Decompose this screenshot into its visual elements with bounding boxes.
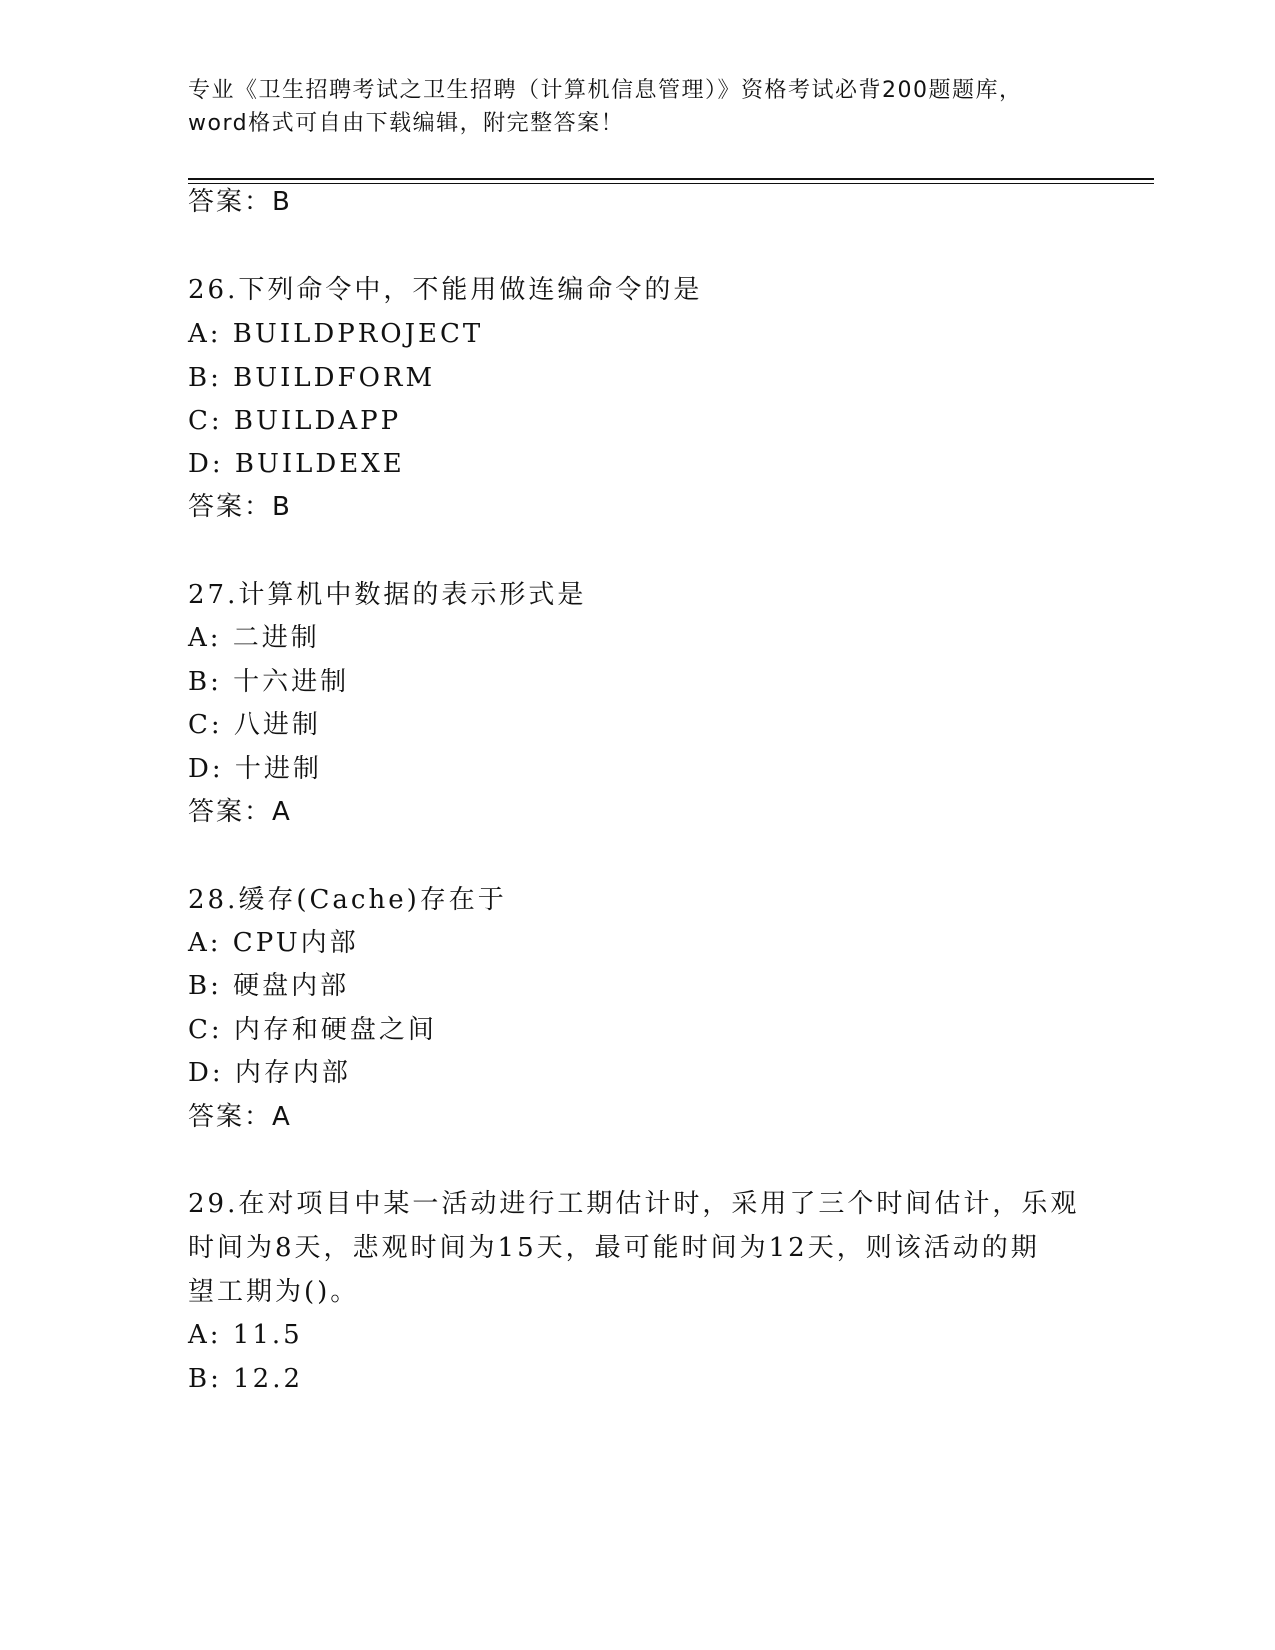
question-26-option-a: A: BUILDPROJECT <box>188 319 484 349</box>
answer-q25: 答案：B <box>188 187 292 217</box>
question-29-stem-line-2: 时间为8天，悲观时间为15天，最可能时间为12天，则该活动的期 <box>188 1233 1040 1263</box>
question-26-option-b: B: BUILDFORM <box>188 363 436 393</box>
question-26-option-d: D: BUILDEXE <box>188 449 405 479</box>
question-29-option-a: A: 11.5 <box>188 1320 303 1350</box>
question-28-answer: 答案：A <box>188 1102 292 1132</box>
header-divider-thick <box>188 178 1154 180</box>
question-27-stem: 27.计算机中数据的表示形式是 <box>188 580 587 610</box>
question-29-stem-line-1: 29.在对项目中某一活动进行工期估计时，采用了三个时间估计，乐观 <box>188 1189 1080 1219</box>
question-26-option-c: C: BUILDAPP <box>188 406 402 436</box>
question-27-option-d: D: 十进制 <box>188 754 322 784</box>
header-line-2: word格式可自由下载编辑，附完整答案！ <box>188 111 625 136</box>
question-28-option-b: B: 硬盘内部 <box>188 971 350 1001</box>
question-27-answer: 答案：A <box>188 797 292 827</box>
question-27-option-c: C: 八进制 <box>188 710 321 740</box>
question-26-answer: 答案：B <box>188 492 292 522</box>
question-28-stem: 28.缓存(Cache)存在于 <box>188 885 507 915</box>
question-28-option-d: D: 内存内部 <box>188 1058 351 1088</box>
question-29-option-b: B: 12.2 <box>188 1364 304 1394</box>
document-header <box>188 74 1088 140</box>
header-divider-thin <box>188 183 1154 184</box>
question-29-stem-line-3: 望工期为()。 <box>188 1277 360 1307</box>
question-27-option-b: B: 十六进制 <box>188 667 350 697</box>
header-line-1: 专业《卫生招聘考试之卫生招聘（计算机信息管理）》资格考试必背200题题库， <box>188 78 1023 103</box>
question-27-option-a: A: 二进制 <box>188 623 320 653</box>
question-26-stem: 26.下列命令中，不能用做连编命令的是 <box>188 275 703 305</box>
question-28-option-a: A: CPU内部 <box>188 928 359 958</box>
question-28-option-c: C: 内存和硬盘之间 <box>188 1015 437 1045</box>
